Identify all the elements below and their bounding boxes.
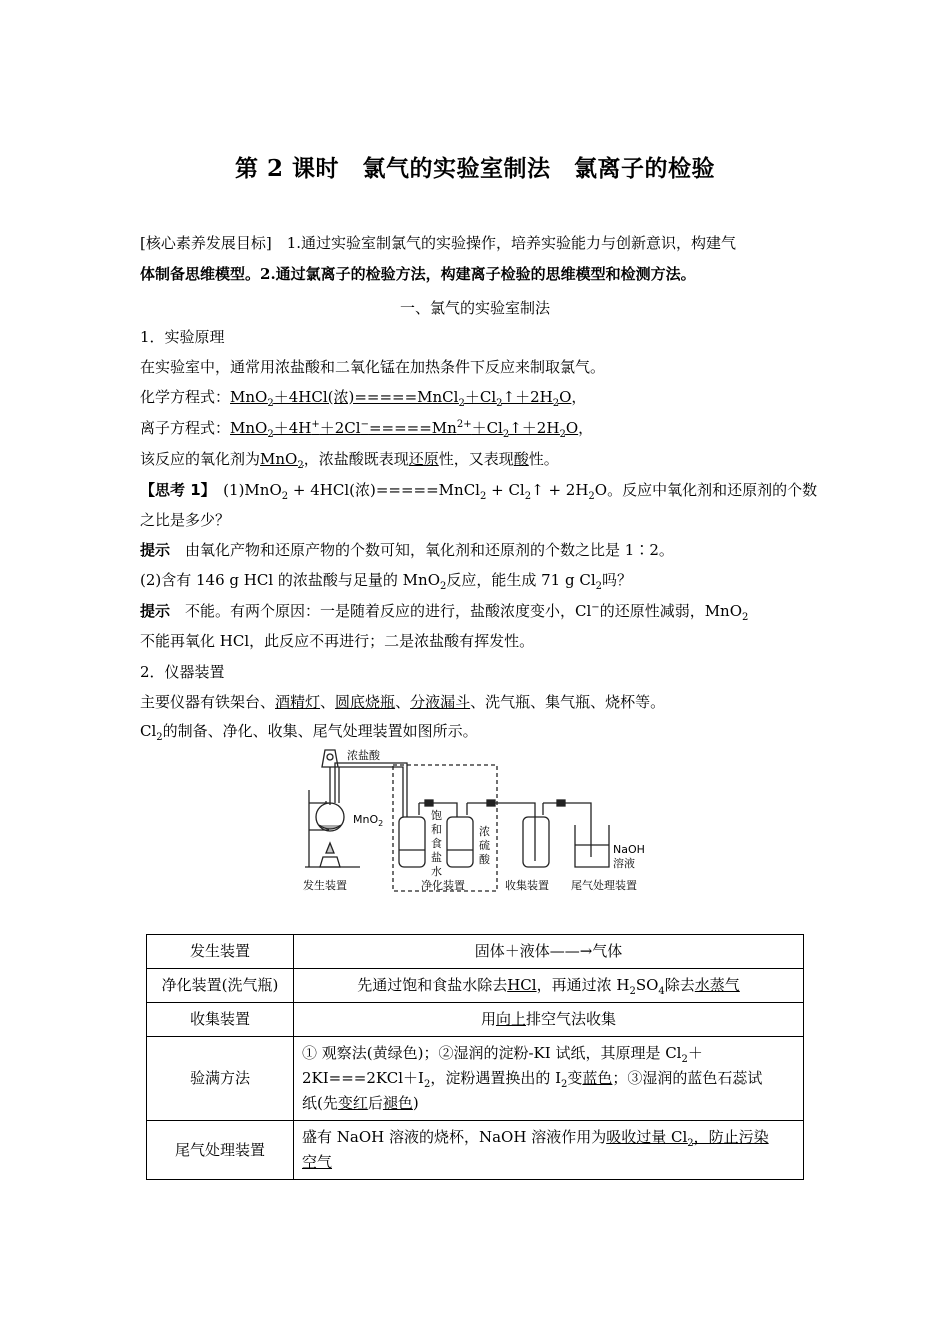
table-row: 收集装置 用向上排空气法收集	[147, 1003, 804, 1037]
table-row: 验满方法 ① 观察法(黄绿色)；②湿润的淀粉-KI 试纸，其原理是 $Cl_2+$ $2KI===2KCl+I_2$，淀粉遇置换出的 $I_2$变蓝色；③湿润的蓝色石蕊试 纸(先变红后褪色)	[147, 1037, 804, 1121]
beaker	[575, 825, 609, 867]
svg-text:饱: 饱	[431, 809, 442, 822]
goals-line-1	[140, 233, 810, 253]
hint-label: 提示	[140, 541, 171, 559]
apparatus-list: 主要仪器有铁架台、酒精灯、圆底烧瓶、分液漏斗、洗气瓶、集气瓶、烧杯等。	[140, 693, 666, 711]
page-title: 第 2 课时 氯气的实验室制法 氯离子的检验	[234, 155, 716, 182]
label-naoh: NaOH	[613, 843, 645, 856]
svg-text:和: 和	[431, 823, 442, 836]
chem-label: 化学方程式：	[140, 388, 231, 406]
principle-text: 在实验室中，通常用浓盐酸和二氧化锰在加热条件下反应来制取氯气。	[140, 358, 606, 376]
caption-tail-gas: 尾气处理装置	[571, 879, 637, 892]
goals-line-2: 体制备思维模型。2.通过氯离子的检验方法，构建离子检验的思维模型和检测方法。	[140, 265, 696, 283]
apparatus-diagram	[295, 745, 665, 900]
hint-1: 提示 由氧化产物和还原产物的个数可知，氧化剂和还原剂的个数之比是 1∶2。	[140, 541, 674, 559]
hint-2: 提示 不能。有两个原因：一是随着反应的进行，盐酸浓度变小，Cl−的还原性减弱，MnO$_2$	[140, 602, 749, 623]
think-question-2: (2)含有 146 g HCl 的浓盐酸与足量的 MnO$_2$反应，能生成 71 g $Cl_2$吗？	[140, 571, 633, 592]
ionic-equation: 离子方程式：$MnO_2+4H^++2Cl^-=====Mn^{2+}+Cl_2↑+2H_2O$，	[140, 419, 594, 440]
alcohol-lamp	[320, 857, 340, 867]
caption-purification: 净化装置	[421, 879, 465, 892]
svg-text:水: 水	[431, 865, 442, 878]
svg-text:硫: 硫	[479, 839, 490, 852]
summary-table	[146, 934, 804, 1180]
think-question-1: 【思考 1】 (1)MnO$_2$ + 4HCl(浓)=====MnCl$_2$ + $Cl_2↑ + 2H_2O$。反应中氧化剂和还原剂的个数	[140, 481, 818, 502]
subheading-principle: 1．实验原理	[140, 328, 225, 346]
goals-text-1: 1.通过实验室制氯气的实验操作，培养实验能力与创新意识，构建气	[271, 234, 737, 252]
caption-collection: 收集装置	[505, 879, 549, 892]
ion-equation-text: $MnO_2+4H^++2Cl^-=====Mn^{2+}+Cl_2↑+2H_2O$	[230, 419, 579, 440]
svg-text:浓: 浓	[479, 825, 490, 838]
chem-equation-text: MnO$_2$＋4HCl(浓)$=====MnCl_2+Cl_2↑+2H_2O$	[230, 388, 572, 409]
subheading-apparatus: 2．仪器装置	[140, 663, 225, 681]
collection-bottle	[523, 817, 549, 867]
svg-text:酸: 酸	[479, 853, 490, 866]
section-heading: 一、氯气的实验室制法	[399, 299, 550, 317]
label-hcl: 浓盐酸	[347, 749, 380, 762]
ion-label: 离子方程式：	[140, 419, 231, 437]
think-tag: 【思考 1】	[140, 481, 209, 499]
think-question-1-cont: 之比是多少？	[140, 511, 231, 529]
wash-bottle-1	[399, 817, 425, 867]
svg-text:溶液: 溶液	[613, 857, 635, 870]
table-row: 净化装置(洗气瓶) 先通过饱和食盐水除去HCl，再通过浓 $H_2SO_4$除去水蒸气	[147, 969, 804, 1003]
wash-bottle-2	[447, 817, 473, 867]
goals-tag: [核心素养发展目标]	[140, 234, 272, 252]
svg-text:盐: 盐	[431, 851, 442, 864]
apparatus-caption: $Cl_2$的制备、净化、收集、尾气处理装置如图所示。	[140, 722, 478, 743]
table-row: 尾气处理装置 盛有 NaOH 溶液的烧杯，NaOH 溶液作用为吸收过量 $Cl_2$，防止污染 空气	[147, 1121, 804, 1180]
hint-label: 提示	[140, 602, 171, 620]
chemical-equation: 化学方程式：MnO$_2$＋4HCl(浓)$=====MnCl_2+Cl_2↑+2H_2O$，	[140, 388, 587, 409]
svg-text:食: 食	[431, 837, 442, 850]
caption-generation: 发生装置	[303, 879, 347, 892]
table-row: 发生装置 固体＋液体——→气体	[147, 935, 804, 969]
hint-2-cont: 不能再氧化 HCl，此反应不再进行；二是浓盐酸有挥发性。	[140, 632, 535, 650]
label-mno2: MnO$_2$	[353, 813, 384, 828]
oxidant-text: 该反应的氧化剂为MnO$_2$，浓盐酸既表现还原性，又表现酸性。	[140, 450, 559, 471]
